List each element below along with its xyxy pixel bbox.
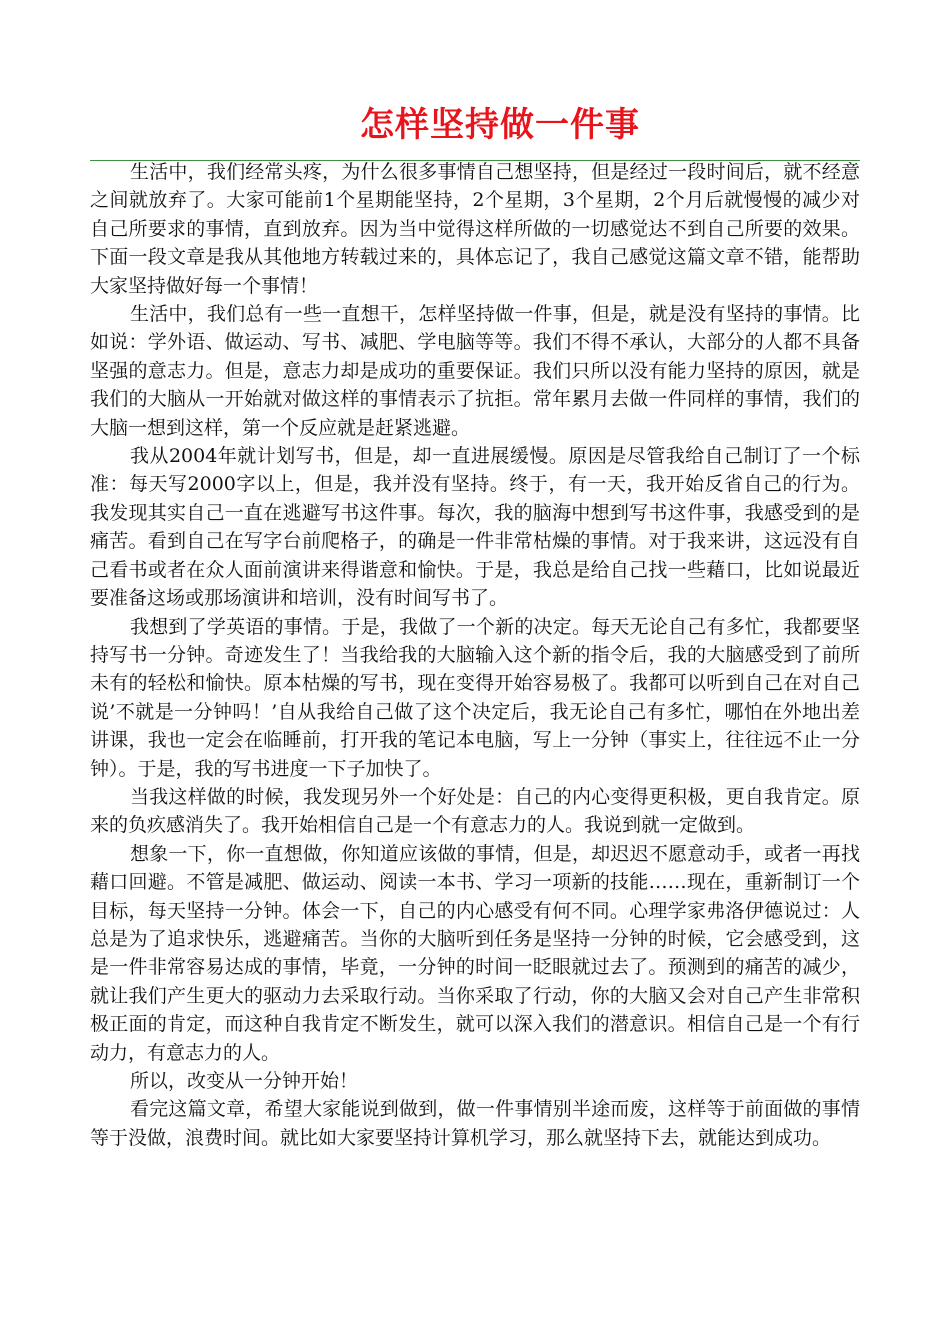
paragraph: 当我这样做的时候，我发现另外一个好处是：自己的内心变得更积极，更自我肯定。原来的负疚感消失了。我开始相信自己是一个有意志力的人。我说到就一定做到。 — [90, 785, 860, 837]
paragraph: 我从2004年就计划写书，但是，却一直进展缓慢。原因是尽管我给自己制订了一个标准：每天写2000字以上，但是，我并没有坚持。终于，有一天，我开始反省自己的行为。我发现其实自己一直在逃避写书这件事。每次，我的脑海中想到写书这件事，我感受到的是痛苦。看到自己在写字台前爬格子，的确是一件非常枯燥的事情。对于我来讲，这远没有自己看书或者在众人面前演讲来得谐意和愉快。于是，我总是给自己找一些藉口，比如说最近要准备这场或那场演讲和培训，没有时间写书了。 — [90, 445, 860, 610]
document-body — [90, 158, 860, 1152]
paragraph: 生活中，我们总有一些一直想干，怎样坚持做一件事，但是，就是没有坚持的事情。比如说：学外语、做运动、写书、减肥、学电脑等等。我们不得不承认，大部分的人都不具备坚强的意志力。但是，意志力却是成功的重要保证。我们只所以没有能力坚持的原因，就是我们的大脑从一开始就对做这样的事情表示了抗拒。常年累月去做一件同样的事情，我们的大脑一想到这样，第一个反应就是赶紧逃避。 — [90, 303, 860, 439]
paragraph: 看完这篇文章，希望大家能说到做到，做一件事情别半途而废，这样等于前面做的事情等于没做，浪费时间。就比如大家要坚持计算机学习，那么就坚持下去，就能达到成功。 — [90, 1098, 860, 1149]
paragraph: 想象一下，你一直想做，你知道应该做的事情，但是，却迟迟不愿意动手，或者一再找藉口回避。不管是减肥、做运动、阅读一本书、学习一项新的技能……现在，重新制订一个目标，每天坚持一分钟。体会一下，自己的内心感受有何不同。心理学家弗洛伊德说过：人总是为了追求快乐，逃避痛苦。当你的大脑听到任务是坚持一分钟的时候，它会感受到，这是一件非常容易达成的事情，毕竟，一分钟的时间一眨眼就过去了。预测到的痛苦的减少，就让我们产生更大的驱动力去采取行动。当你采取了行动，你的大脑又会对自己产生非常积极正面的肯定，而这种自我肯定不断发生，就可以深入我们的潜意识。相信自己是一个有行动力，有意志力的人。 — [90, 842, 860, 1064]
paragraph: 生活中，我们经常头疼，为什么很多事情自己想坚持，但是经过一段时间后，就不经意之间就放弃了。大家可能前1个星期能坚持，2个星期，3个星期，2个月后就慢慢的减少对自己所要求的事情，直到放弃。因为当中觉得这样所做的一切感觉达不到自己所要的效果。下面一段文章是我从其他地方转载过来的，具体忘记了，我自己感觉这篇文章不错，能帮助大家坚持做好每一个事情！ — [90, 161, 860, 297]
paragraph: 我想到了学英语的事情。于是，我做了一个新的决定。每天无论自己有多忙，我都要坚持写书一分钟。奇迹发生了！当我给我的大脑输入这个新的指令后，我的大脑感受到了前所未有的轻松和愉快。原本枯燥的写书，现在变得开始容易极了。我都可以听到自己在对自己说’不就是一分钟吗！’自从我给自己做了这个决定后，我无论自己有多忙，哪怕在外地出差讲课，我也一定会在临睡前，打开我的笔记本电脑，写上一分钟（事实上，往往远不止一分钟）。于是，我的写书进度一下子加快了。 — [90, 615, 860, 780]
paragraph: 所以，改变从一分钟开始！ — [130, 1070, 359, 1092]
document-title: 怎样坚持做一件事 — [360, 105, 640, 145]
